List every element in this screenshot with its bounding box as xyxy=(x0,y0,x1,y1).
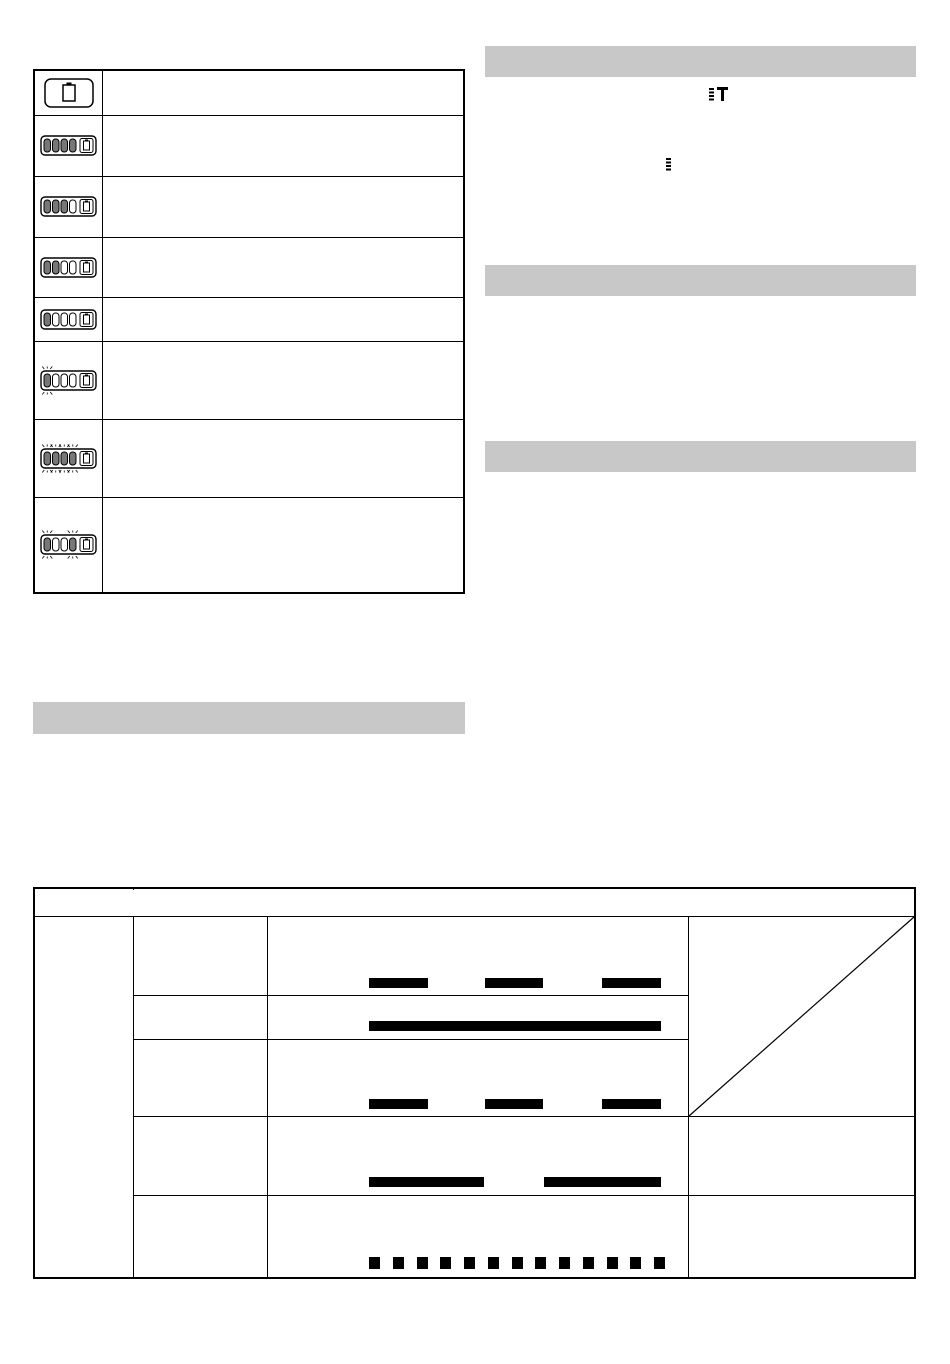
blink-ray xyxy=(50,531,52,534)
pulse-dot xyxy=(630,1257,641,1269)
battery-3-of-4-icon xyxy=(35,177,102,237)
right-section-2-heading-bar xyxy=(485,265,916,296)
battery-segment xyxy=(61,538,68,551)
right-section-1-heading-bar xyxy=(485,46,916,77)
pulse-dot xyxy=(512,1257,523,1269)
battery-empty-outline-icon xyxy=(35,71,102,115)
left-section-heading-bar xyxy=(33,702,465,734)
pulse-dot xyxy=(607,1257,618,1269)
battery-2-of-4-icon xyxy=(35,238,102,297)
battery-segment xyxy=(52,313,59,326)
battery-segment xyxy=(44,313,51,326)
blink-ray xyxy=(42,556,44,559)
battery-segment xyxy=(44,452,51,465)
battery-segment xyxy=(69,374,76,387)
pulse-dot xyxy=(654,1257,665,1269)
battery-segment xyxy=(52,200,59,213)
battery-segment xyxy=(61,452,68,465)
pulse-dot xyxy=(559,1257,570,1269)
pulse-bar xyxy=(602,1099,661,1109)
column-divider-1 xyxy=(133,916,134,1278)
blink-ray xyxy=(42,531,44,534)
table-row xyxy=(35,342,463,420)
battery-segment xyxy=(69,139,76,152)
table-row xyxy=(35,420,463,498)
column-divider-2 xyxy=(267,916,268,1278)
blink-ray xyxy=(67,531,69,534)
row-divider xyxy=(133,1039,688,1040)
blink-ray xyxy=(75,470,77,473)
blink-ray xyxy=(42,366,44,369)
blink-ray xyxy=(42,392,44,395)
header-tick xyxy=(133,888,134,890)
row-divider xyxy=(133,995,688,996)
battery-segment xyxy=(69,538,76,551)
pulse-dot xyxy=(369,1257,380,1269)
battery-segment xyxy=(44,261,51,274)
battery-segment xyxy=(61,200,68,213)
battery-segment xyxy=(44,374,51,387)
battery-segment xyxy=(61,139,68,152)
pulse-bar xyxy=(485,978,543,988)
table-row xyxy=(35,116,463,177)
pulse-bar xyxy=(602,978,661,988)
battery-segment xyxy=(61,261,68,274)
tower-signal-icon xyxy=(709,86,729,102)
diagonal-empty-cell xyxy=(688,916,915,1117)
battery-all-blinking-icon xyxy=(35,420,102,497)
blink-ray xyxy=(50,556,52,559)
blink-ray xyxy=(50,366,52,369)
battery-segment xyxy=(69,200,76,213)
small-tower-icon xyxy=(666,157,672,173)
pulse-dot xyxy=(417,1257,428,1269)
battery-segment xyxy=(52,538,59,551)
blink-ray xyxy=(75,556,77,559)
battery-segment xyxy=(44,538,51,551)
battery-segment xyxy=(52,139,59,152)
battery-segment xyxy=(61,374,68,387)
battery-segment xyxy=(69,313,76,326)
battery-segment xyxy=(44,139,51,152)
battery-segment xyxy=(44,200,51,213)
table-row xyxy=(35,298,463,342)
pulse-bar xyxy=(369,1099,428,1109)
pulse-dot xyxy=(440,1257,451,1269)
pulse-dot xyxy=(488,1257,499,1269)
pulse-bar xyxy=(369,1021,661,1031)
pulse-dot xyxy=(583,1257,594,1269)
right-section-3-heading-bar xyxy=(485,441,916,472)
battery-4-of-4-icon xyxy=(35,116,102,176)
battery-1-of-4-blinking-icon xyxy=(35,342,102,419)
table-row xyxy=(35,498,463,592)
blink-ray xyxy=(75,531,77,534)
battery-status-table xyxy=(33,69,465,594)
pulse-bar xyxy=(544,1177,661,1187)
table-row xyxy=(35,238,463,298)
blink-ray xyxy=(42,470,44,473)
table-row xyxy=(35,71,463,116)
blink-ray xyxy=(75,444,77,447)
row-divider xyxy=(133,1195,914,1196)
blink-ray xyxy=(50,392,52,395)
battery-1-of-4-icon xyxy=(35,298,102,341)
battery-segment xyxy=(61,313,68,326)
table-row xyxy=(35,177,463,238)
blink-ray xyxy=(42,444,44,447)
battery-segment xyxy=(52,374,59,387)
pulse-dot xyxy=(464,1257,475,1269)
battery-segment xyxy=(69,452,76,465)
battery-alternating-blink-icon xyxy=(35,498,102,592)
pulse-dot xyxy=(535,1257,546,1269)
blink-ray xyxy=(67,556,69,559)
battery-segment xyxy=(52,452,59,465)
pulse-bar xyxy=(369,978,428,988)
battery-segment xyxy=(69,261,76,274)
pulse-dot xyxy=(393,1257,404,1269)
pulse-bar xyxy=(369,1177,484,1187)
pulse-bar xyxy=(485,1099,543,1109)
battery-segment xyxy=(52,261,59,274)
